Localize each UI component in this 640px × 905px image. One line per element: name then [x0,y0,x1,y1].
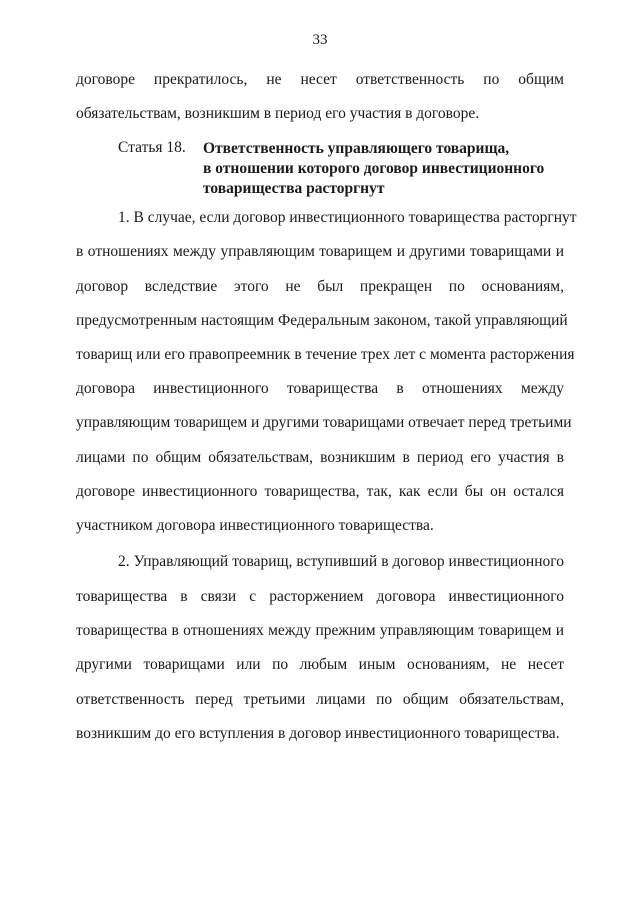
article-label: Статья 18. [118,139,186,156]
paragraph2-line-2: товарищества в связи с расторжением договора инвестиционного [76,588,564,605]
paragraph1-line-1: 1. В случае, если договор инвестиционного товарищества расторгнут [118,209,577,226]
paragraph1-line-3: договор вследствие этого не был прекращен по основаниям, [76,278,564,295]
paragraph1-line-6: договора инвестиционного товарищества в отношениях между [76,380,564,397]
paragraph1-line-8: лицами по общим обязательствам, возникшим в период его участия в [76,449,564,466]
paragraph1-line-7: управляющим товарищем и другими товарищами отвечает перед третьими [76,414,572,431]
paragraph2-line-5: ответственность перед третьими лицами по общим обязательствам, [76,691,564,708]
page-number: 33 [312,32,328,48]
intro-line-1: договоре прекратилось, не несет ответственность по общим [76,71,564,88]
article-title-line-1: Ответственность управляющего товарища, [203,140,510,157]
paragraph1-line-2: в отношениях между управляющим товарищем и другими товарищами и [76,243,564,260]
paragraph2-line-6: возникшим до его вступления в договор инвестиционного товарищества. [76,725,560,742]
paragraph2-line-1: 2. Управляющий товарищ, вступивший в договор инвестиционного [118,553,564,570]
paragraph2-line-3: товарищества в отношениях между прежним управляющим товарищем и [76,622,564,639]
article-title [203,139,544,199]
paragraph1-line-10: участником договора инвестиционного товарищества. [76,517,434,534]
article-title-line-2: в отношении которого договор инвестиционного [203,160,545,177]
article-title-line-3: товарищества расторгнут [203,180,385,197]
paragraph1-line-4: предусмотренным настоящим Федеральным законом, такой управляющий [76,312,568,329]
intro-line-2: обязательствам, возникшим в период его участия в договоре. [76,105,480,122]
paragraph1-line-5: товарищ или его правопреемник в течение трех лет с момента расторжения [76,346,575,363]
paragraph1-line-9: договоре инвестиционного товарищества, так, как если бы он остался [76,483,564,500]
paragraph2-line-4: другими товарищами или по любым иным основаниям, не несет [76,656,564,673]
